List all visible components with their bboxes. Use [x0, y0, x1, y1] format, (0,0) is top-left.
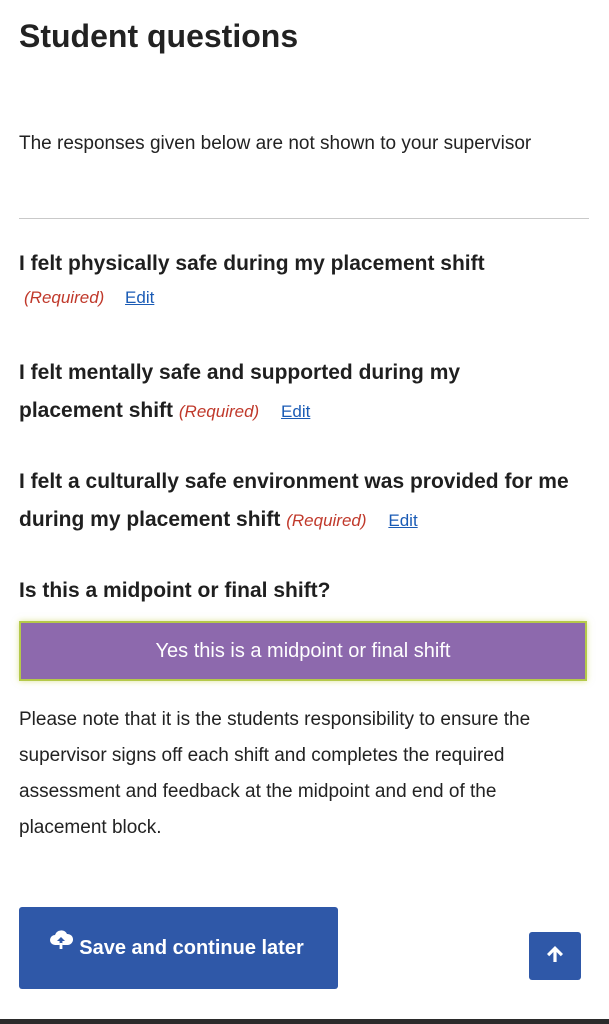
cloud-upload-icon: [49, 930, 73, 956]
question-2-text: I felt mentally safe and supported during my placement shift: [19, 361, 461, 422]
edit-link[interactable]: Edit: [281, 402, 311, 421]
question-3: [19, 463, 579, 540]
arrow-up-icon: [544, 943, 566, 970]
required-label: (Required): [286, 511, 367, 530]
bottom-bar: [0, 1019, 609, 1024]
edit-link[interactable]: Edit: [125, 288, 155, 307]
back-to-top-button[interactable]: [529, 932, 581, 980]
page-title: Student questions: [19, 18, 299, 54]
save-label: Save and continue later: [79, 936, 304, 959]
question-1-text: I felt physically safe during my placement shift: [19, 252, 485, 275]
required-label: (Required): [24, 288, 105, 307]
question-1: [19, 245, 579, 283]
edit-link[interactable]: Edit: [388, 511, 418, 530]
midpoint-question: Is this a midpoint or final shift?: [19, 579, 331, 602]
midpoint-yes-button[interactable]: Yes this is a midpoint or final shift: [19, 621, 587, 681]
question-1-meta: [24, 288, 154, 308]
responsibility-note: Please note that it is the students responsibility to ensure the supervisor signs off each shift and completes the required assessment and feedback at the midpoint and end of the placement block.: [19, 709, 531, 838]
save-and-continue-later-button[interactable]: [19, 907, 338, 989]
required-label: (Required): [178, 402, 260, 421]
intro-text: The responses given below are not shown to your supervisor: [19, 133, 532, 154]
question-2: [19, 354, 539, 431]
question-3-text: I felt a culturally safe environment was provided for me during my placement shift: [19, 470, 569, 531]
divider: [19, 218, 589, 219]
